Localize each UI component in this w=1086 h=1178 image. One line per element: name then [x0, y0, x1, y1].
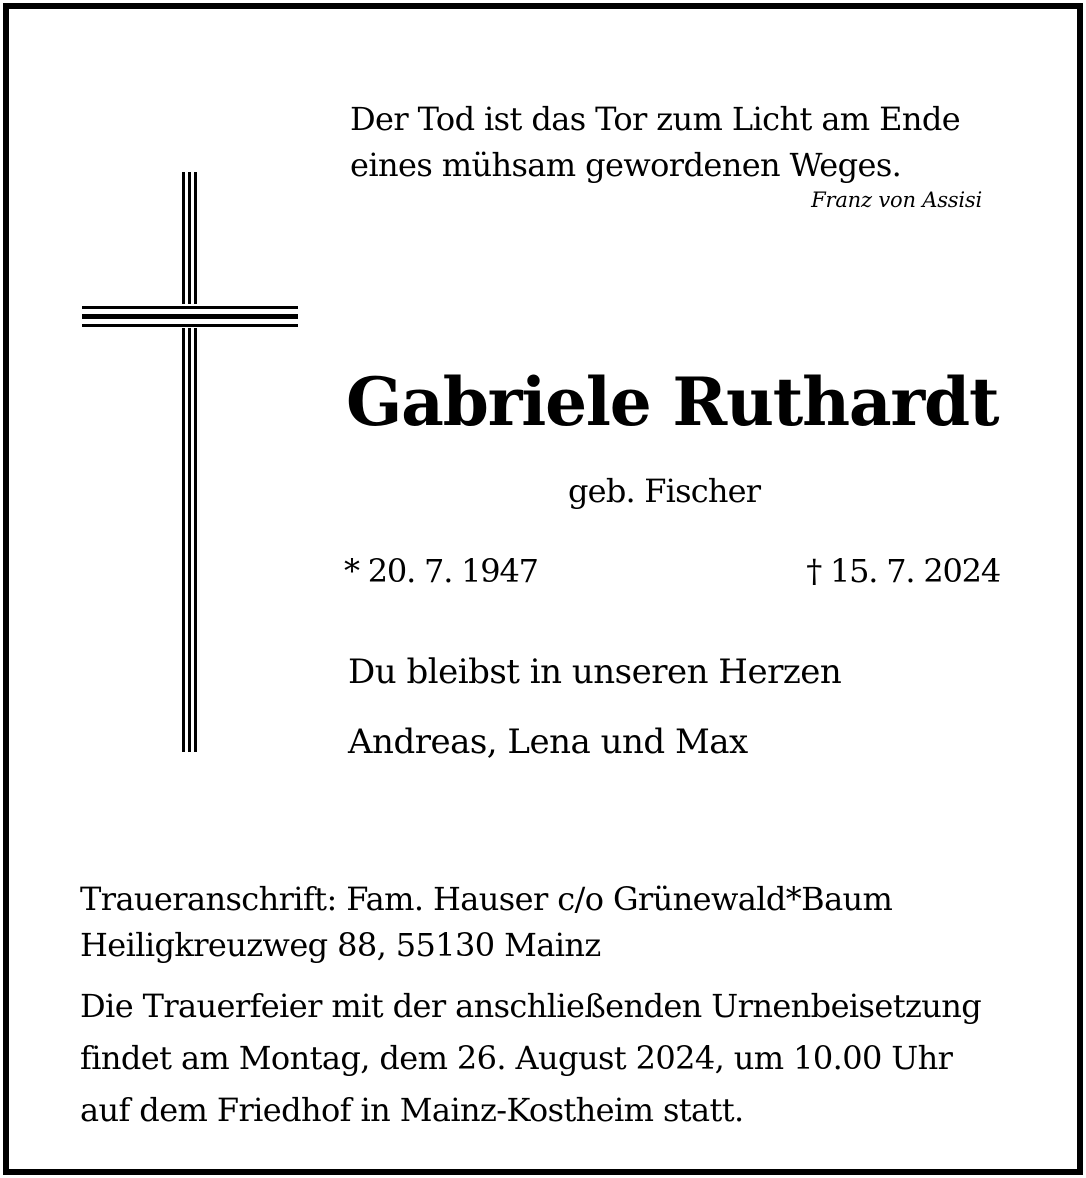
quote	[350, 96, 960, 188]
quote-line: Der Tod ist das Tor zum Licht am Ende	[350, 100, 961, 138]
mourning-address	[80, 876, 892, 968]
farewell-text: Du bleibst in unseren Herzen	[348, 652, 842, 692]
address-line: Traueranschrift: Fam. Hauser c/o Grünewald*Baum	[80, 880, 893, 918]
mourners-names: Andreas, Lena und Max	[348, 722, 748, 762]
quote-line: eines mühsam gewordenen Weges.	[350, 146, 902, 184]
quote-author: Franz von Assisi	[811, 188, 982, 212]
deceased-name: Gabriele Ruthardt	[346, 363, 999, 441]
ceremony-line: Die Trauerfeier mit der anschließenden Urnenbeisetzung	[80, 987, 982, 1025]
birth-date: * 20. 7. 1947	[344, 552, 538, 590]
cross-icon	[82, 172, 298, 752]
ceremony-info	[80, 980, 981, 1136]
address-line: Heiligkreuzweg 88, 55130 Mainz	[80, 926, 601, 964]
ceremony-line: findet am Montag, dem 26. August 2024, um 10.00 Uhr	[80, 1039, 953, 1077]
death-date: † 15. 7. 2024	[806, 552, 1000, 590]
maiden-name: geb. Fischer	[568, 472, 761, 510]
ceremony-line: auf dem Friedhof in Mainz-Kostheim statt.	[80, 1091, 744, 1129]
